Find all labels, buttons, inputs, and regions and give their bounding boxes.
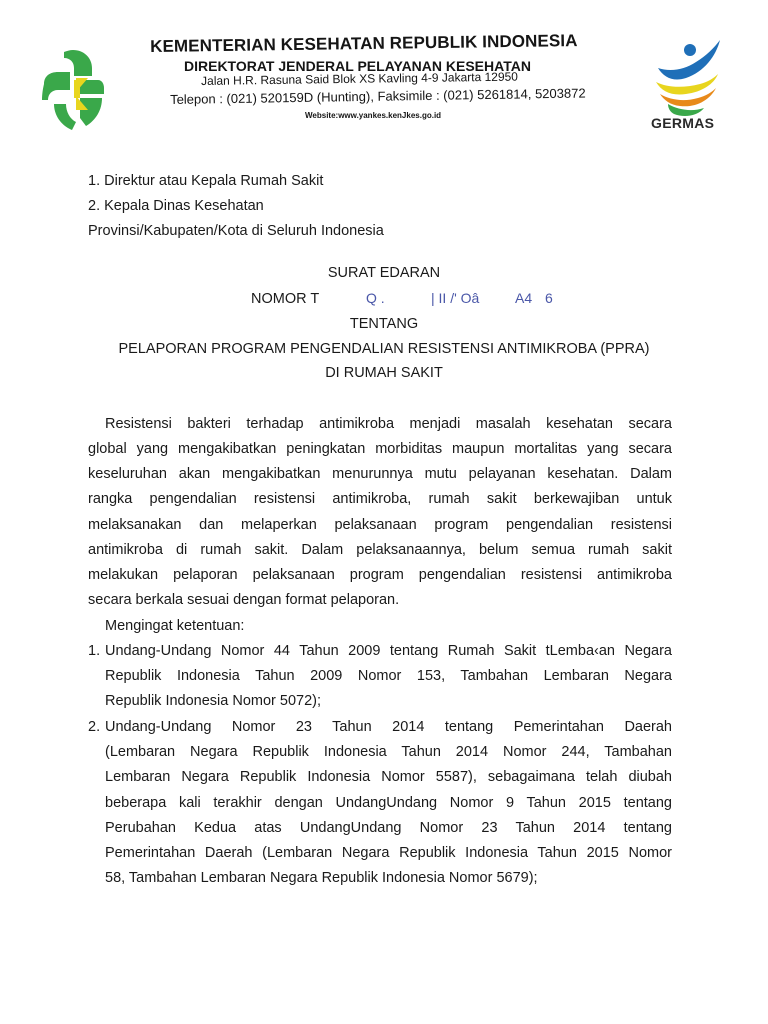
ministry-name: KEMENTERIAN KESEHATAN REPUBLIK INDONESIA xyxy=(150,31,578,56)
list-item-line: Perubahan Kedua atas UndangUndang Nomor 23 Tahun 2014 tentang xyxy=(105,820,672,836)
letter-type-title: SURAT EDARAN xyxy=(327,265,441,281)
list-item-line: Pemerintahan Daerah (Lembaran Negara Republik Indonesia Tahun 2015 Nomor xyxy=(105,845,672,861)
germas-logo xyxy=(650,38,724,118)
subject-line: PELAPORAN PROGRAM PENGENDALIAN RESISTENSI ANTIMIKROBA (PPRA) xyxy=(118,341,650,357)
ministry-phone: Telepon : (021) 520159D (Hunting), Faksimile : (021) 5261814, 5203872 xyxy=(170,85,586,107)
paragraph-line: rangka pengendalian resistensi antimikroba, rumah sakit berkewajiban untuk xyxy=(88,491,672,507)
recipient-line: 1. Direktur atau Kepala Rumah Sakit xyxy=(88,173,324,189)
subject-line: DI RUMAH SAKIT xyxy=(325,365,443,381)
nomor-stamp-part: Q . xyxy=(366,290,385,306)
paragraph-line: secara berkala sesuai dengan format pelaporan. xyxy=(88,592,400,608)
tentang-heading: TENTANG xyxy=(349,316,419,332)
list-item-line: Undang-Undang Nomor 44 Tahun 2009 tentang Rumah Sakit tLemba‹an Negara xyxy=(105,643,672,659)
recipient-line: 2. Kepala Dinas Kesehatan xyxy=(88,198,264,214)
paragraph-line: melakukan pelaporan pelaksanaan program pengendalian resistensi antimikroba xyxy=(88,567,672,583)
nomor-stamp-part: 6 xyxy=(545,290,553,306)
ministry-website: Website:www.yankes.kenJkes.go.id xyxy=(305,111,442,120)
germas-label: GERMAS xyxy=(651,115,715,131)
paragraph-line: global yang mengakibatkan peningkatan morbiditas maupun mortalitas yang secara xyxy=(88,441,672,457)
nomor-label: NOMOR T xyxy=(251,291,320,307)
kemenkes-logo xyxy=(40,46,106,136)
directorate-name: DIREKTORAT JENDERAL PELAYANAN KESEHATAN xyxy=(184,58,531,74)
paragraph-line: antimikroba di rumah sakit. Dalam pelaksanaannya, belum semua rumah sakit xyxy=(88,542,672,558)
ministry-address: Jalan H.R. Rasuna Said Blok XS Kavling 4-9 Jakarta 12950 xyxy=(201,69,519,88)
paragraph-line: keseluruhan akan mengakibatkan menurunnya mutu pelayanan kesehatan. Dalam xyxy=(88,466,672,482)
list-item-line: (Lembaran Negara Republik Indonesia Tahun 2014 Nomor 244, Tambahan xyxy=(105,744,672,760)
list-item-line: Undang-Undang Nomor 23 Tahun 2014 tentang Pemerintahan Daerah xyxy=(105,719,672,735)
nomor-stamp-part: A4 xyxy=(515,290,533,306)
list-item-line: 58, Tambahan Lembaran Negara Republik Indonesia Nomor 5679); xyxy=(105,870,538,886)
list-item-line: Republik Indonesia Tahun 2009 Nomor 153, Tambahan Lembaran Negara xyxy=(105,668,672,684)
nomor-stamp-part: | II /' Oâ xyxy=(431,290,480,306)
recipient-line: Provinsi/Kabupaten/Kota di Seluruh Indonesia xyxy=(88,223,384,239)
list-item-line: Republik Indonesia Nomor 5072); xyxy=(105,693,322,709)
paragraph-line: melaksanakan dan melaperkan pelaksanaan program pengendalian resistensi xyxy=(88,517,672,533)
list-item-line: Lembaran Negara Republik Indonesia Nomor 5587), sebagaimana telah diubah xyxy=(105,769,672,785)
list-item-line: beberapa kali terakhir dengan UndangUndang Nomor 9 Tahun 2015 tentang xyxy=(105,795,672,811)
paragraph-line: Resistensi bakteri terhadap antimikroba menjadi masalah kesehatan secara xyxy=(105,416,672,432)
list-number: 1. xyxy=(88,643,101,659)
list-number: 2. xyxy=(88,719,101,735)
mengingat-heading: Mengingat ketentuan: xyxy=(105,618,245,634)
